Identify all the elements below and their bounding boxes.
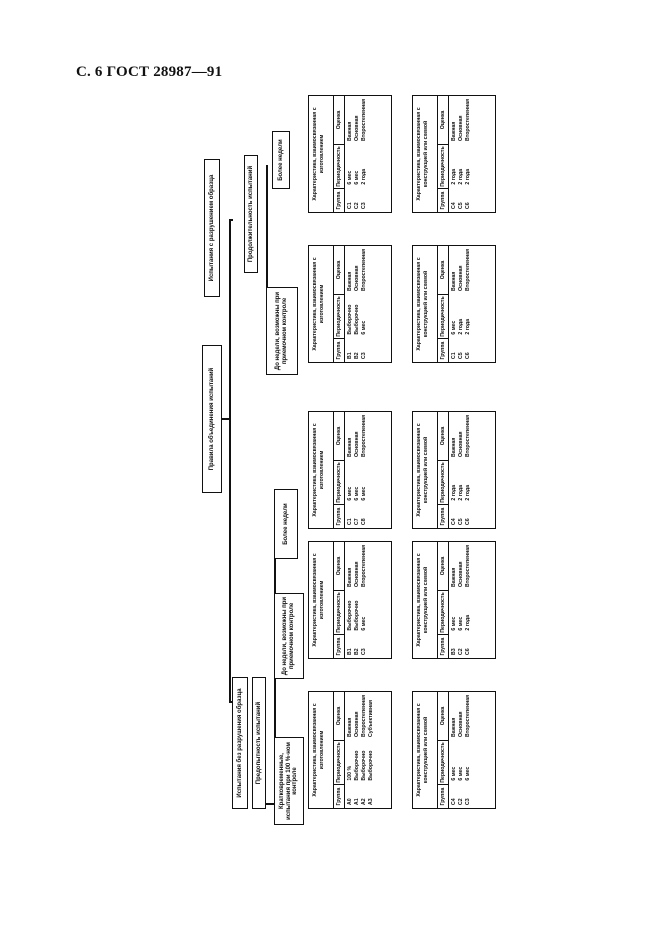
card-title: Характеристика, взаимосвязанная с конструкцией или схемой [416, 553, 429, 647]
card-cell: С3 [465, 798, 472, 805]
card-header-cell: Группа [334, 188, 344, 212]
card-title: Характеристика, взаимосвязанная с конструкцией или схемой [416, 257, 429, 351]
card-cell: Второстепенная [361, 248, 368, 291]
card-cell: 6 мес [451, 320, 457, 335]
card-cell: 2 года [361, 168, 368, 185]
card-cell: С4 [451, 202, 457, 209]
card-cell: 2 года [458, 168, 465, 185]
card-cell: Субъективная [368, 699, 375, 737]
card-header-row [333, 96, 345, 212]
card-cell: С1 [451, 352, 457, 359]
card-cell: Важная [347, 437, 353, 457]
branch-1-groups-line [266, 803, 274, 805]
card-header-cell: Оценка [336, 426, 342, 446]
card-header-cell: Группа [334, 784, 344, 808]
card-header-row [437, 692, 449, 808]
card-cell: Второстепенная [465, 694, 472, 737]
card-row [458, 412, 465, 528]
branch-2-box: Испытания с разрушением образца [204, 159, 220, 297]
card-cell: 6 мес [354, 170, 361, 185]
card-cell: 6 мес [361, 486, 368, 501]
card-row [465, 96, 472, 212]
b1-group-2-box: До недели, возможны при приемочном контроле [274, 593, 304, 679]
card-header-cell: Периодичность [438, 294, 448, 338]
card-row [354, 96, 361, 212]
card-cell: 2 года [465, 168, 472, 185]
card-row [354, 692, 361, 808]
card-row [354, 246, 361, 362]
branch-1-sub-box: Предопытность испытаний [252, 677, 266, 809]
card-b1-g3-design [412, 411, 496, 529]
card-cell: Второстепенная [465, 414, 472, 457]
card-header-cell: Оценка [336, 706, 342, 726]
card-row [451, 96, 458, 212]
card-cell: С8 [361, 518, 368, 525]
card-header-row [333, 412, 345, 528]
card-header-cell: Оценка [440, 426, 446, 446]
card-title: Характеристика, взаимосвязанная с изготовлением [312, 107, 325, 201]
card-title: Характеристика, взаимосвязанная с изготовлением [312, 257, 325, 351]
card-cell: Выборочно [361, 750, 368, 781]
card-cell: А0 [347, 798, 353, 805]
card-header-cell: Периодичность [438, 144, 448, 188]
card-header-cell: Группа [438, 634, 448, 658]
card-cell: 2 года [451, 168, 457, 185]
card-cell: Важная [451, 717, 457, 737]
card-cell: Второстепенная [361, 544, 368, 587]
card-cell: А1 [354, 798, 361, 805]
card-cell: В2 [354, 352, 361, 359]
card-cell: Важная [347, 717, 353, 737]
card-cell: Второстепенная [361, 414, 368, 457]
card-b1-g3-manufacturing [308, 411, 392, 529]
card-b1-g2-design [412, 541, 496, 659]
card-cell: 6 мес [347, 170, 353, 185]
card-header-row [437, 246, 449, 362]
card-header-cell: Оценка [440, 556, 446, 576]
card-b2-g1-manufacturing [308, 245, 392, 363]
card-title: Характеристика, взаимосвязанная с изготовлением [312, 703, 325, 797]
card-row [361, 96, 368, 212]
card-cell: 6 мес [347, 486, 353, 501]
card-cell: С1 [347, 202, 353, 209]
card-cell: 100 % [347, 765, 353, 781]
card-row [347, 246, 354, 362]
card-cell: С6 [465, 352, 472, 359]
card-cell: 2 года [458, 318, 465, 335]
card-cell: А3 [368, 798, 375, 805]
card-row [368, 692, 375, 808]
card-row [451, 246, 458, 362]
card-header-cell: Периодичность [438, 460, 448, 504]
card-header-cell: Оценка [336, 110, 342, 130]
card-title: Характеристика, взаимосвязанная с изготовлением [312, 423, 325, 517]
card-header-cell: Группа [438, 504, 448, 528]
branch-1-box: Испытания без разрушения образца [232, 677, 248, 809]
card-header-cell: Группа [438, 188, 448, 212]
card-cell: С5 [458, 202, 465, 209]
card-row [458, 692, 465, 808]
card-row [361, 246, 368, 362]
card-header-cell: Периодичность [334, 590, 344, 634]
card-cell: С5 [458, 518, 465, 525]
card-cell: В3 [451, 648, 457, 655]
card-b2-g2-design [412, 95, 496, 213]
card-cell: Выборочно [347, 600, 353, 631]
card-cell: Основная [458, 711, 465, 737]
card-cell: С3 [361, 352, 368, 359]
card-row [451, 692, 458, 808]
card-row [451, 542, 458, 658]
root-box: Правила объединения испытаний [202, 345, 222, 493]
card-row [347, 96, 354, 212]
card-cell: Важная [451, 121, 457, 141]
card-cell: С6 [465, 518, 472, 525]
card-header-row [333, 246, 345, 362]
b2-group-1-box: До недели, возможны при приемочном контроле [266, 287, 298, 375]
card-row [458, 96, 465, 212]
card-cell: Выборочно [347, 304, 353, 335]
card-header-cell: Периодичность [334, 460, 344, 504]
card-header-row [333, 542, 345, 658]
card-row [465, 246, 472, 362]
card-cell: В2 [354, 648, 361, 655]
card-cell: Второстепенная [361, 98, 368, 141]
card-row [451, 412, 458, 528]
card-cell: Основная [458, 115, 465, 141]
card-cell: С2 [458, 798, 465, 805]
card-cell: Основная [354, 431, 361, 457]
card-cell: С6 [465, 648, 472, 655]
card-cell: Основная [458, 265, 465, 291]
card-cell: С4 [451, 518, 457, 525]
card-row [465, 692, 472, 808]
card-row [361, 542, 368, 658]
card-row [347, 542, 354, 658]
card-cell: Важная [451, 271, 457, 291]
card-cell: Основная [354, 711, 361, 737]
card-cell: 6 мес [361, 320, 368, 335]
card-cell: 6 мес [354, 486, 361, 501]
card-b1-g1-design [412, 691, 496, 809]
card-header-cell: Оценка [440, 706, 446, 726]
card-cell: Основная [458, 561, 465, 587]
card-header-cell: Периодичность [334, 740, 344, 784]
main-connector [229, 220, 231, 703]
card-cell: Основная [458, 431, 465, 457]
card-header-row [437, 412, 449, 528]
card-header-cell: Оценка [336, 556, 342, 576]
card-title: Характеристика, взаимосвязанная с конструкцией или схемой [416, 107, 429, 201]
card-header-cell: Группа [334, 504, 344, 528]
card-row [347, 412, 354, 528]
card-cell: 2 года [458, 484, 465, 501]
card-cell: Важная [347, 121, 353, 141]
card-cell: 6 мес [458, 766, 465, 781]
card-cell: Важная [347, 271, 353, 291]
card-header-cell: Периодичность [334, 144, 344, 188]
card-cell: С1 [347, 518, 353, 525]
card-cell: С5 [458, 352, 465, 359]
card-cell: 2 года [465, 484, 472, 501]
branch-2-drop [229, 219, 233, 221]
card-header-cell: Группа [438, 784, 448, 808]
card-cell: Второстепенная [465, 248, 472, 291]
card-row [465, 412, 472, 528]
card-b1-g1-manufacturing [308, 691, 392, 809]
card-row [354, 412, 361, 528]
card-cell: Второстепенная [361, 694, 368, 737]
b1-group-1-box: Кратковременные, испытания при 100 %-ном контроле [274, 737, 304, 825]
card-title: Характеристика, взаимосвязанная с конструкцией или схемой [416, 703, 429, 797]
card-cell: Выборочно [354, 600, 361, 631]
card-b1-g2-manufacturing [308, 541, 392, 659]
card-cell: Важная [451, 437, 457, 457]
card-row [361, 692, 368, 808]
flowchart [200, 85, 500, 825]
card-cell: 2 года [465, 318, 472, 335]
card-row [458, 542, 465, 658]
card-cell: С7 [354, 518, 361, 525]
card-cell: С4 [451, 798, 457, 805]
card-cell: 2 года [451, 484, 457, 501]
card-header-cell: Оценка [336, 260, 342, 280]
card-cell: С6 [465, 202, 472, 209]
card-cell: А2 [361, 798, 368, 805]
card-header-row [437, 96, 449, 212]
card-header-row [437, 542, 449, 658]
card-header-row [333, 692, 345, 808]
card-cell: 6 мес [458, 616, 465, 631]
card-b2-g2-manufacturing [308, 95, 392, 213]
card-header-cell: Оценка [440, 260, 446, 280]
b1-group-3-box: Более недели [274, 489, 298, 559]
card-row [458, 246, 465, 362]
card-header-cell: Периодичность [438, 740, 448, 784]
card-header-cell: Периодичность [334, 294, 344, 338]
card-row [361, 412, 368, 528]
card-cell: С3 [361, 648, 368, 655]
card-cell: Выборочно [354, 304, 361, 335]
card-cell: Второстепенная [465, 544, 472, 587]
card-cell: 6 мес [465, 766, 472, 781]
card-cell: Основная [354, 561, 361, 587]
card-row [354, 542, 361, 658]
card-cell: С3 [361, 202, 368, 209]
card-cell: Основная [354, 115, 361, 141]
card-header-cell: Группа [438, 338, 448, 362]
card-cell: 6 мес [361, 616, 368, 631]
b2-group-2-box: Более недели [272, 131, 290, 189]
card-title: Характеристика, взаимосвязанная с конструкцией или схемой [416, 423, 429, 517]
card-cell: В1 [347, 352, 353, 359]
card-cell: 6 мес [451, 766, 457, 781]
card-cell: Выборочно [368, 750, 375, 781]
branch-2-sub-box: Продолжительность испытаний [244, 155, 258, 273]
card-b2-g1-design [412, 245, 496, 363]
page-header: С. 6 ГОСТ 28987—91 [76, 64, 223, 80]
card-cell: Важная [451, 567, 457, 587]
card-cell: Второстепенная [465, 98, 472, 141]
card-cell: С2 [354, 202, 361, 209]
card-cell: В1 [347, 648, 353, 655]
card-row [465, 542, 472, 658]
card-cell: 6 мес [451, 616, 457, 631]
card-cell: Выборочно [354, 750, 361, 781]
card-header-cell: Группа [334, 338, 344, 362]
card-header-cell: Группа [334, 634, 344, 658]
card-title: Характеристика, взаимосвязанная с изготовлением [312, 553, 325, 647]
card-row [347, 692, 354, 808]
card-cell: Основная [354, 265, 361, 291]
card-cell: С2 [458, 648, 465, 655]
card-cell: 2 года [465, 614, 472, 631]
card-header-cell: Оценка [440, 110, 446, 130]
card-header-cell: Периодичность [438, 590, 448, 634]
card-cell: Важная [347, 567, 353, 587]
